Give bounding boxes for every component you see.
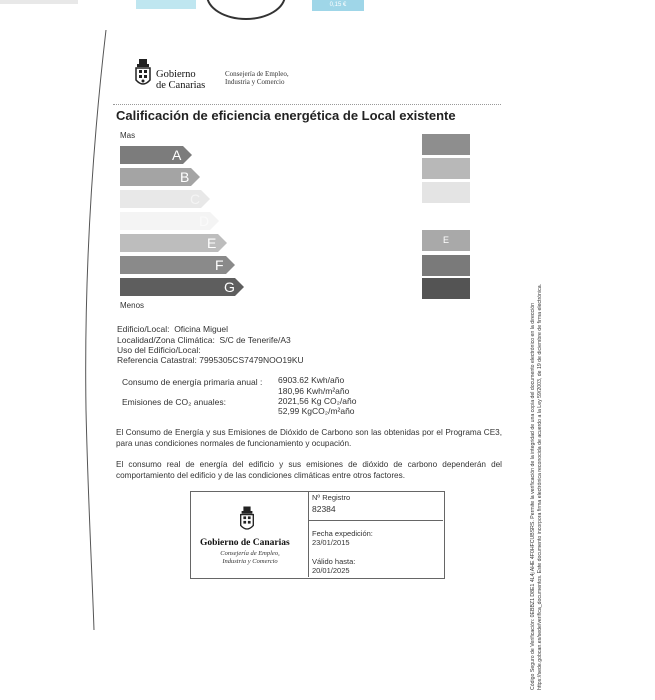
- indicator-3: [422, 182, 470, 203]
- seal-stamp: [206, 0, 286, 20]
- page-title: Calificación de eficiencia energética de Local existente: [116, 108, 456, 123]
- registry-box-divider: [308, 491, 309, 577]
- valid-until-value: 20/01/2025: [312, 566, 350, 575]
- rating-letter-d: D: [199, 213, 210, 229]
- energy-label: Consumo de energía primaria anual :: [122, 377, 263, 387]
- valid-until-label: Válido hasta:: [312, 557, 356, 566]
- coat-of-arms-icon: [238, 505, 256, 535]
- rating-letter-g: G: [224, 279, 235, 295]
- rating-letter-a: A: [172, 147, 182, 163]
- indicator-6: [422, 278, 470, 299]
- building-line: Edificio/Local: Oficina Miguel: [117, 324, 229, 334]
- registry-box-row-divider: [309, 520, 443, 521]
- indicator-2: [422, 158, 470, 179]
- issue-date-label: Fecha expedición:: [312, 529, 373, 538]
- government-name: Gobierno de Canarias: [156, 69, 206, 91]
- scan-stripe-cyan: [136, 0, 196, 9]
- title-divider: [113, 104, 501, 105]
- fee-stamp: 0,15 €: [312, 0, 364, 11]
- scan-curve-line: [80, 30, 110, 630]
- note-paragraph-1: El Consumo de Energía y sus Emisiones de Dióxido de Carbono son las obtenidas por el Programa CE3, para unas condiciones normales de funcionamiento y ocupación.: [116, 428, 502, 448]
- registry-department-name: Consejería de Empleo, Industria y Comercio: [220, 550, 280, 565]
- scan-stripe-left: [0, 0, 78, 4]
- rating-letter-b: B: [180, 169, 190, 185]
- energy-per-m2: 180,96 Kwh/m²año: [278, 386, 350, 396]
- more-label: Mas: [120, 131, 136, 140]
- indicator-5: [422, 255, 470, 276]
- department-name: Consejería de Empleo, Industria y Comercio: [225, 70, 289, 86]
- issue-date-value: 23/01/2015: [312, 538, 350, 547]
- registry-number-label: Nº Registro: [312, 493, 351, 502]
- use-line: Uso del Edificio/Local:: [117, 345, 201, 355]
- rating-letter-f: F: [215, 257, 224, 273]
- locality-line: Localidad/Zona Climática: S/C de Tenerife/A3: [117, 335, 291, 345]
- indicator-1: [422, 134, 470, 155]
- cadastral-line: Referencia Catastral: 7995305CS7479NOO19KU: [117, 355, 304, 365]
- co2-total: 2021,56 Kg CO₂/año: [278, 396, 357, 406]
- indicator-letter-e: E: [443, 235, 450, 245]
- registry-number-value: 82384: [312, 504, 336, 514]
- energy-total: 6903.62 Kwh/año: [278, 375, 345, 385]
- verification-note: Código Seguro de Verificación: 0EBBZ1 D8E1 4L4j AHE 4F0HFCUBSRS. Permite la verificación de la integridad de una copia del documento electrónico en la dirección https://sede.gobcan.es/sede/verifica_documentos. Este documento incorpora firma electrónica reconocida de acuerdo a la Ley 59/2003, de 19 de diciembre de firma electrónica.: [530, 283, 543, 690]
- co2-per-m2: 52,99 KgCO₂/m²año: [278, 406, 355, 416]
- registry-government-name: Gobierno de Canarias: [200, 538, 290, 548]
- indicator-rated-e: [422, 230, 470, 251]
- note-paragraph-2: El consumo real de energía del edificio y sus emisiones de dióxido de carbono dependerán del comportamiento del edificio y de las condiciones climáticas entre otros factores.: [116, 460, 502, 480]
- co2-label: Emisiones de CO₂ anuales:: [122, 397, 226, 407]
- rating-letter-c: C: [190, 191, 201, 207]
- less-label: Menos: [120, 301, 145, 310]
- coat-of-arms-icon: [133, 58, 153, 90]
- rating-letter-e: E: [207, 235, 217, 251]
